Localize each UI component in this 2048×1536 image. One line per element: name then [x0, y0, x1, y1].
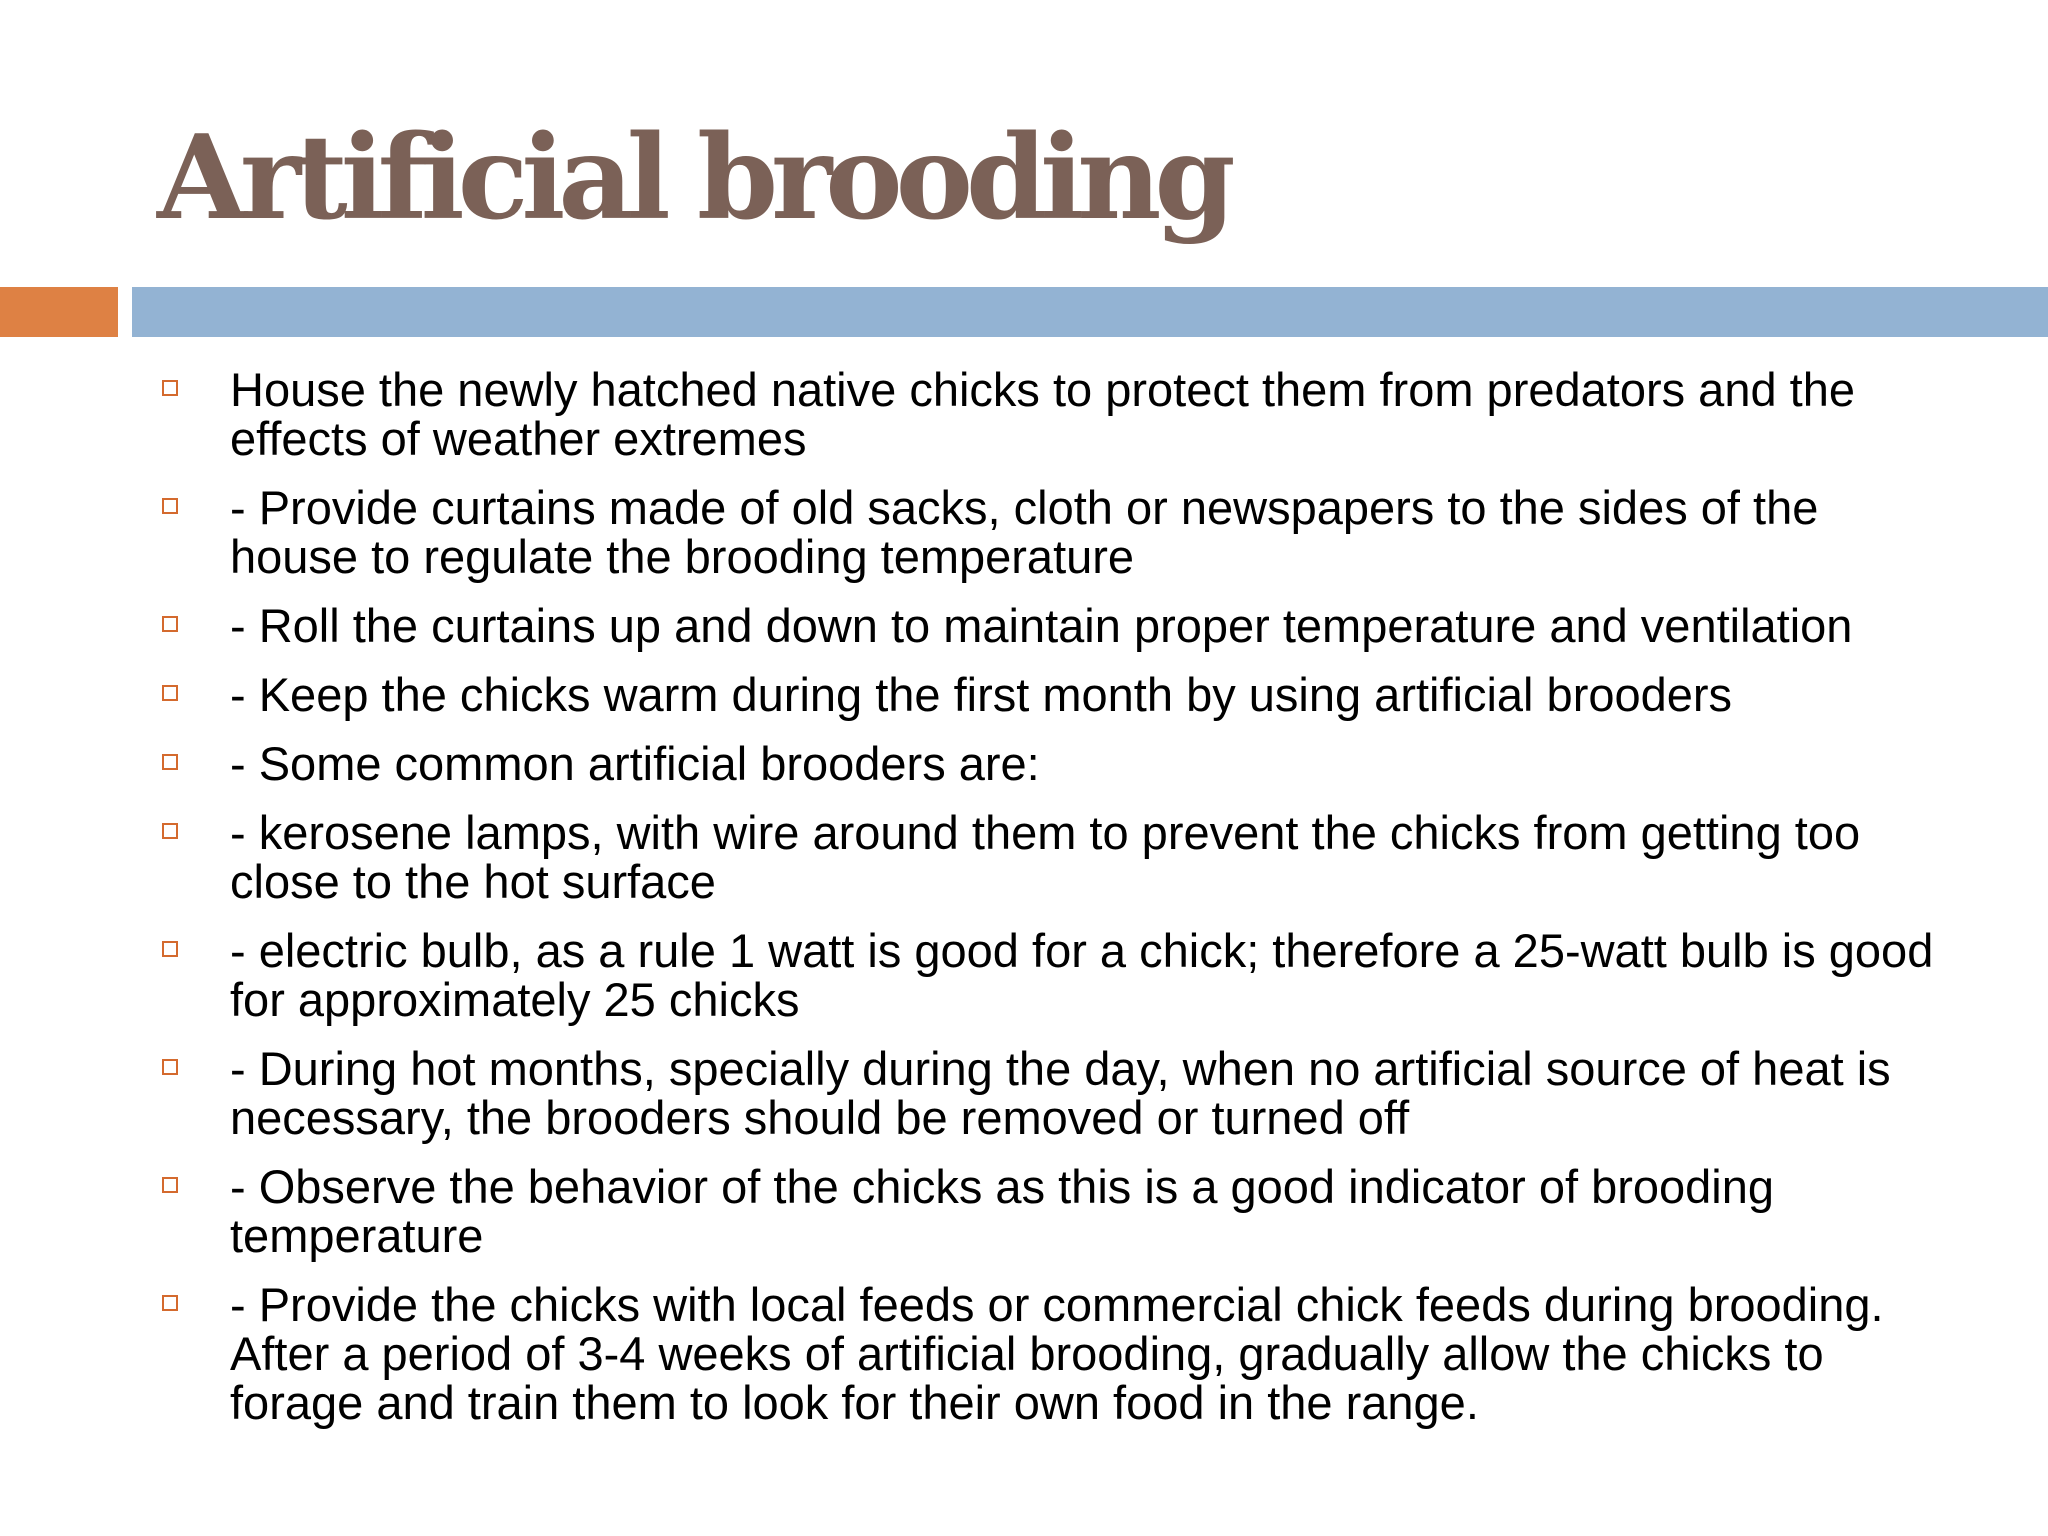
bullet-list — [160, 365, 1940, 1447]
bullet-text: - kerosene lamps, with wire around them to prevent the chicks from getting too close to the hot surface — [230, 806, 1861, 908]
bullet-item — [160, 601, 1940, 650]
bullet-item — [160, 1044, 1940, 1142]
hollow-square-icon — [162, 380, 178, 396]
hollow-square-icon — [162, 616, 178, 632]
bullet-text: - Observe the behavior of the chicks as this is a good indicator of brooding temperature — [230, 1160, 1775, 1262]
hollow-square-icon — [162, 498, 178, 514]
bullet-text: - During hot months, specially during the day, when no artificial source of heat is necessary, the brooders should be removed or turned off — [230, 1042, 1891, 1144]
bullet-item — [160, 483, 1940, 581]
hollow-square-icon — [162, 823, 178, 839]
bullet-text: - electric bulb, as a rule 1 watt is good for a chick; therefore a 25-watt bulb is good for approximately 25 chicks — [230, 924, 1934, 1026]
bullet-item — [160, 739, 1940, 788]
title-divider-bar — [132, 287, 2048, 337]
bullet-item — [160, 1162, 1940, 1260]
hollow-square-icon — [162, 941, 178, 957]
hollow-square-icon — [162, 685, 178, 701]
bullet-item — [160, 1280, 1940, 1427]
bullet-item — [160, 365, 1940, 463]
bullet-text: - Roll the curtains up and down to maintain proper temperature and ventilation — [230, 599, 1853, 652]
hollow-square-icon — [162, 754, 178, 770]
slide-title: Artificial brooding — [157, 110, 1229, 246]
hollow-square-icon — [162, 1177, 178, 1193]
bullet-text: - Provide curtains made of old sacks, cloth or newspapers to the sides of the house to regulate the brooding temperature — [230, 481, 1819, 583]
bullet-text: House the newly hatched native chicks to protect them from predators and the effects of weather extremes — [230, 363, 1855, 465]
bullet-text: - Keep the chicks warm during the first month by using artificial brooders — [230, 668, 1733, 721]
bullet-item — [160, 670, 1940, 719]
title-accent-block — [0, 287, 118, 337]
bullet-item — [160, 808, 1940, 906]
bullet-text: - Provide the chicks with local feeds or commercial chick feeds during brooding. After a period of 3-4 weeks of artificial brooding, gradually allow the chicks to forage and train them to look for their own food in the range. — [230, 1278, 1884, 1429]
bullet-item — [160, 926, 1940, 1024]
hollow-square-icon — [162, 1295, 178, 1311]
hollow-square-icon — [162, 1059, 178, 1075]
bullet-text: - Some common artificial brooders are: — [230, 737, 1040, 790]
